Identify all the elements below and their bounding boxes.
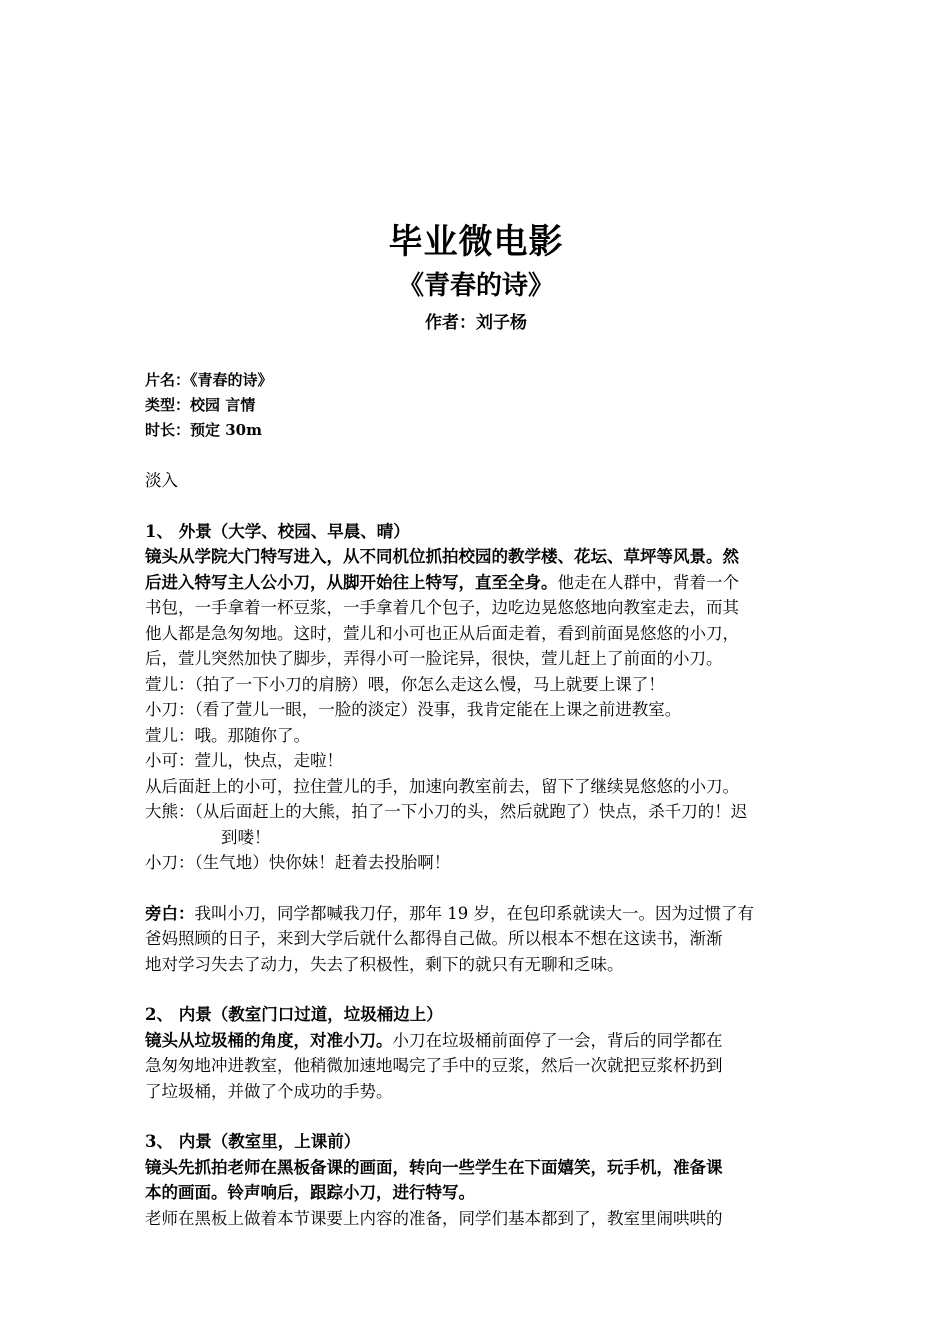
scene-line: 后，萱儿突然加快了脚步，弄得小可一脸诧异，很快，萱儿赶上了前面的小刀。 (145, 649, 723, 668)
scene-1 (145, 519, 807, 876)
scene-heading: 2、 内景（教室门口过道，垃圾桶边上） (145, 1005, 443, 1024)
dialogue-line: 小刀：（看了萱儿一眼，一脸的淡定）没事，我肯定能在上课之前进教室。 (145, 700, 682, 719)
scene-line: 书包，一手拿着一杯豆浆，一手拿着几个包子，边吃边晃悠悠地向教室走去，而其 (145, 598, 739, 617)
scene-line: 老师在黑板上做着本节课要上内容的准备，同学们基本都到了，教室里闹哄哄的 (145, 1208, 723, 1228)
narration (145, 901, 807, 978)
scene-direction: 本的画面。铃声响后，跟踪小刀，进行特写。 (145, 1183, 475, 1202)
document-body (145, 220, 807, 1231)
document-title: 毕业微电影 (388, 222, 564, 262)
fade-in: 淡入 (145, 471, 178, 490)
scene-3 (145, 1129, 807, 1231)
scene-heading: 1、 外景（大学、校园、早晨、晴） (145, 521, 410, 541)
scene-line (145, 570, 807, 596)
dialogue-line: 小刀：（生气地）快你妹！赶着去投胎啊！ (145, 853, 451, 872)
scene-line: 镜头从学院大门特写进入，从不同机位抓拍校园的教学楼、花坛、草坪等风景。然 (145, 547, 739, 566)
scene-line: 他人都是急匆匆地。这时，萱儿和小可也正从后面走着，看到前面晃悠悠的小刀， (145, 623, 739, 643)
narration-text: 我叫小刀，同学都喊我刀仔，那年 19 岁，在包印系就读大一。因为过惯了有 (194, 903, 754, 923)
scene-direction: 后进入特写主人公小刀，从脚开始往上特写，直至全身。 (145, 572, 558, 592)
narration-line: 爸妈照顾的日子，来到大学后就什么都得自己做。所以根本不想在这读书，渐渐 (145, 929, 723, 948)
scene-direction: 镜头先抓拍老师在黑板备课的画面，转向一些学生在下面嬉笑，玩手机，准备课 (145, 1157, 723, 1177)
document-subtitle: 《青春的诗》 (397, 271, 554, 301)
scene-line: 了垃圾桶，并做了个成功的手势。 (145, 1081, 393, 1101)
scene-text: 小刀在垃圾桶前面停了一会，背后的同学都在 (392, 1030, 723, 1050)
meta-duration: 时长：预定 30m (145, 421, 262, 439)
dialogue-line: 小可：萱儿，快点，走啦！ (145, 751, 343, 770)
meta-name: 片名：《青春的诗》 (145, 371, 273, 389)
film-meta (145, 368, 807, 443)
meta-genre: 类型：校园 言情 (145, 396, 256, 414)
narration-line: 地对学习失去了动力，失去了积极性，剩下的就只有无聊和乏味。 (145, 954, 624, 974)
scene-heading: 3、 内景（教室里，上课前） (145, 1132, 361, 1151)
scene-2 (145, 1002, 807, 1104)
narration-line (145, 901, 807, 927)
scene-line: 急匆匆地冲进教室，他稍微加速地喝完了手中的豆浆，然后一次就把豆浆杯扔到 (145, 1056, 723, 1075)
dialogue-line-continued: 到喽！ (221, 827, 271, 847)
scene-text: 他走在人群中，背着一个 (557, 572, 739, 592)
dialogue-line: 大熊：（从后面赶上的大熊，拍了一下小刀的头，然后就跑了）快点，杀千刀的！迟 (145, 802, 748, 821)
dialogue-line: 萱儿：（拍了一下小刀的肩膀）喂，你怎么走这么慢，马上就要上课了！ (145, 674, 665, 694)
scene-direction: 镜头从垃圾桶的角度，对准小刀。 (145, 1030, 393, 1050)
scene-line (145, 1028, 807, 1054)
dialogue-line: 萱儿：哦。那随你了。 (145, 725, 310, 745)
scene-line: 从后面赶上的小可，拉住萱儿的手，加速向教室前去，留下了继续晃悠悠的小刀。 (145, 776, 739, 796)
document-author: 作者：刘子杨 (425, 313, 527, 333)
narration-label: 旁白： (145, 903, 195, 923)
